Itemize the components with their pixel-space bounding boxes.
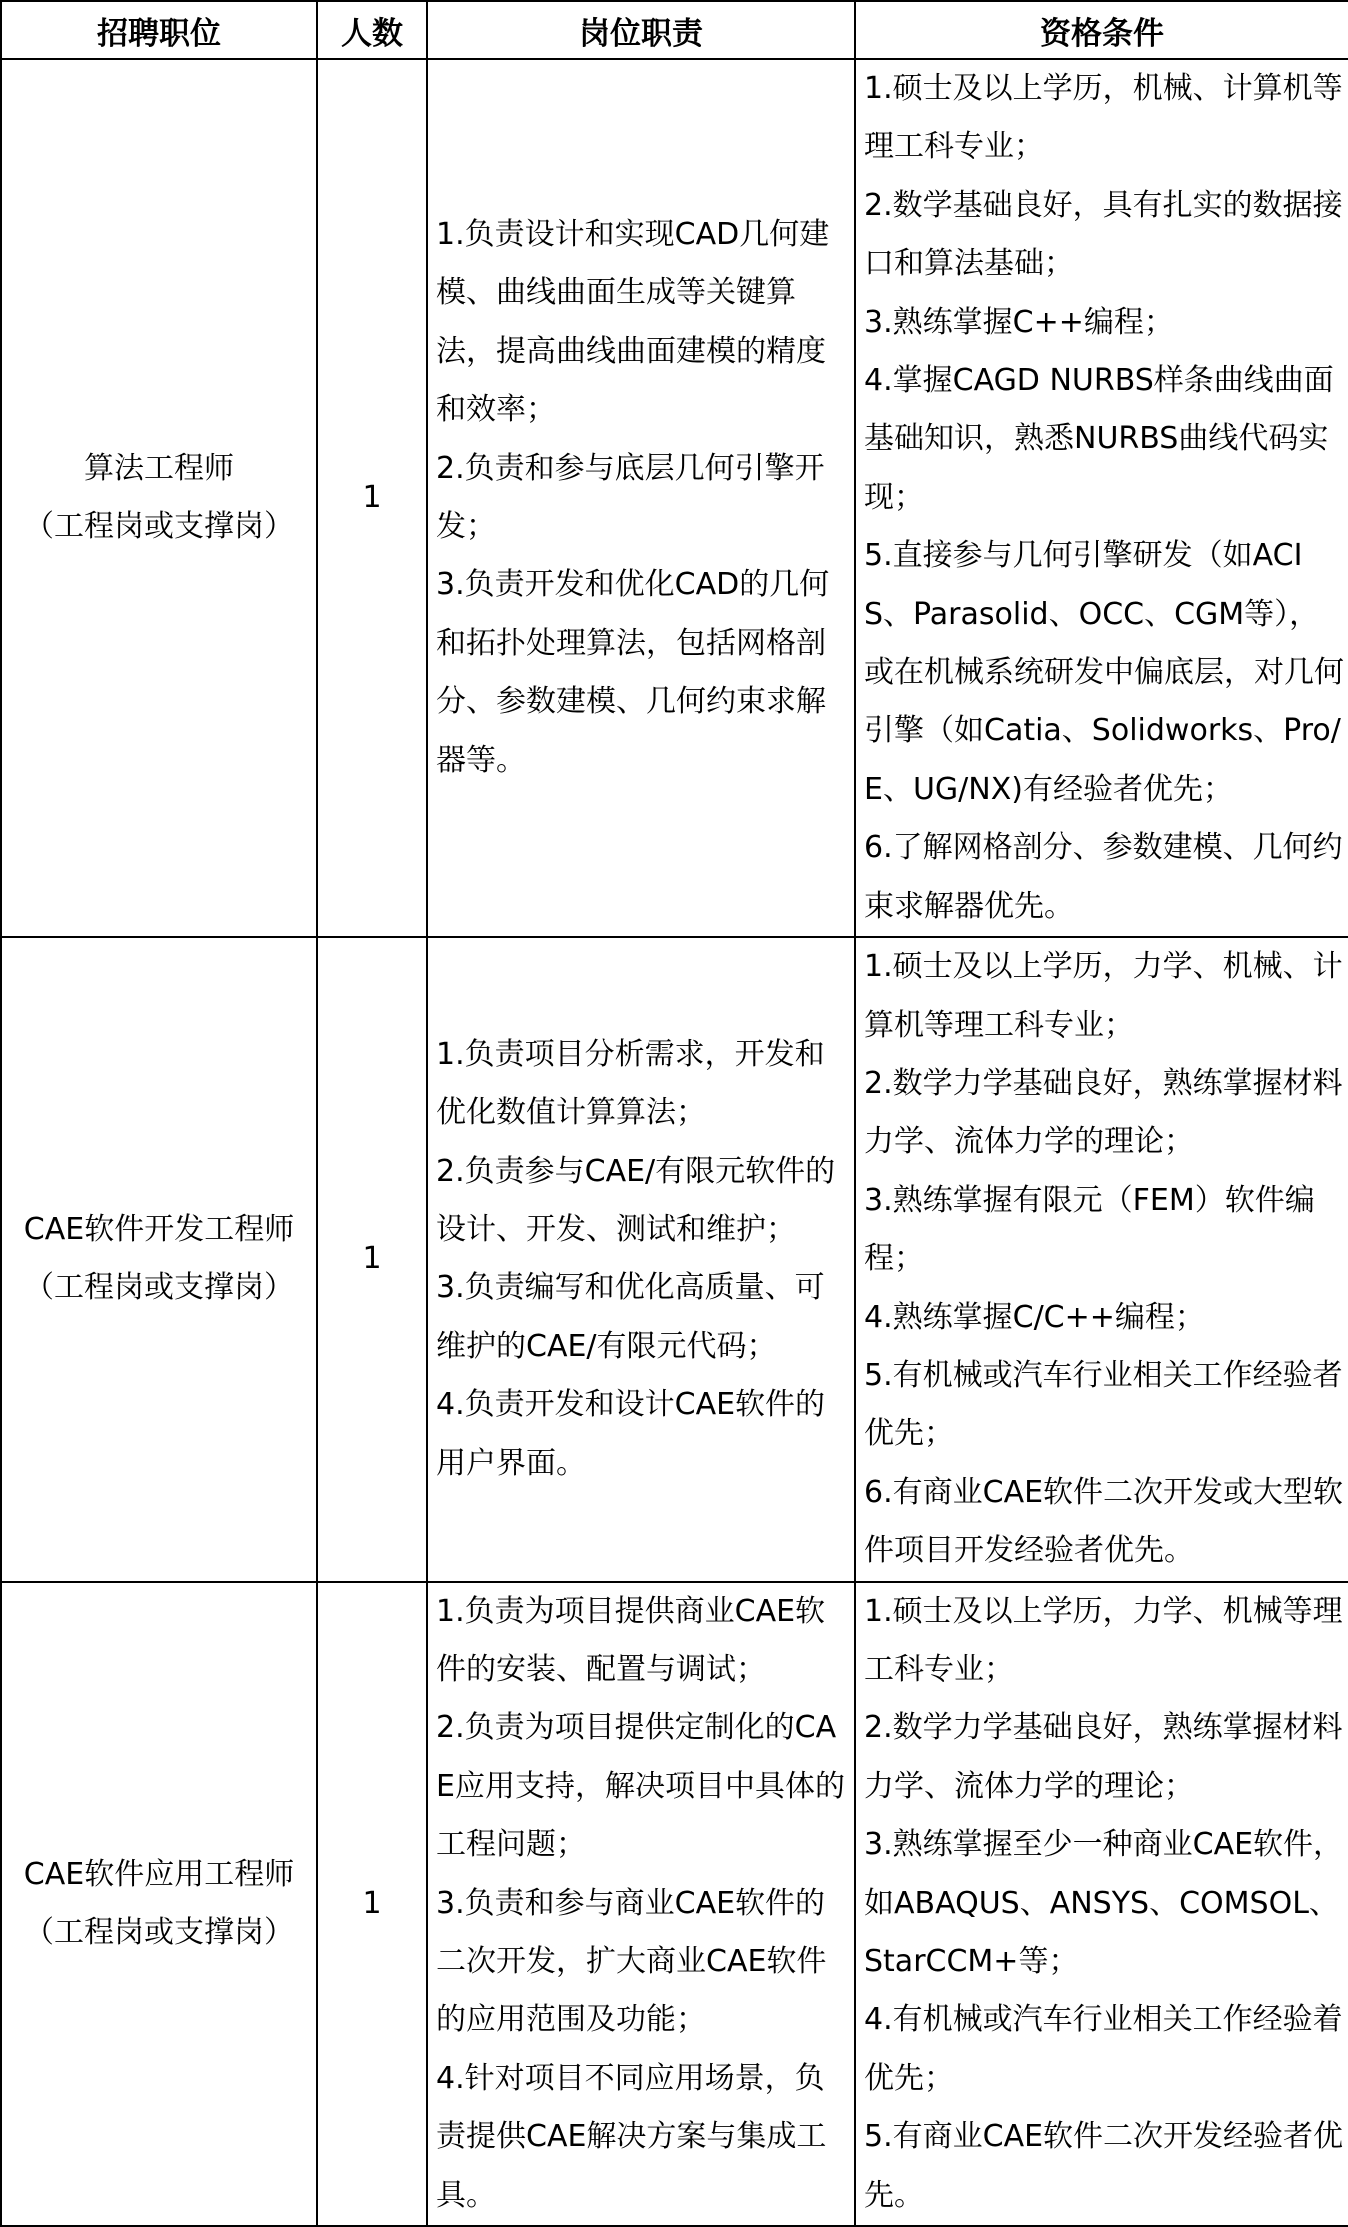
- duty-item: 1.负责设计和实现CAD几何建模、曲线曲面生成等关键算法，提高曲线曲面建模的精度和效率；: [436, 217, 830, 428]
- qualifications-cell: [855, 937, 1348, 1581]
- qualification-item: 3.熟练掌握C++编程；: [864, 304, 1174, 340]
- duty-item: 2.负责参与CAE/有限元软件的设计、开发、测试和维护；: [436, 1153, 836, 1247]
- header-row: [1, 1, 1348, 59]
- position-subtitle: （工程岗或支撑岗）: [24, 1270, 294, 1306]
- position-cell: [1, 1582, 317, 2226]
- header-position: 招聘职位: [1, 1, 317, 59]
- header-count: 人数: [317, 1, 427, 59]
- qualification-item: 4.有机械或汽车行业相关工作经验着优先；: [864, 2002, 1343, 2096]
- qualification-item: 4.掌握CAGD NURBS样条曲线曲面基础知识，熟悉NURBS曲线代码实现；: [864, 363, 1334, 515]
- duty-item: 1.负责为项目提供商业CAE软件的安装、配置与调试；: [436, 1593, 826, 1687]
- qualifications-cell: [855, 1582, 1348, 2226]
- qualification-item: 2.数学力学基础良好，熟练掌握材料力学、流体力学的理论；: [864, 1710, 1343, 1804]
- qualification-item: 6.有商业CAE软件二次开发或大型软件项目开发经验者优先。: [864, 1474, 1344, 1569]
- duty-item: 3.负责开发和优化CAD的几何和拓扑处理算法，包括网格剖分、参数建模、几何约束求解器等。: [436, 567, 830, 778]
- qualification-item: 1.硕士及以上学历，机械、计算机等理工科专业；: [864, 71, 1343, 165]
- table-row: [1, 59, 1348, 937]
- qualification-item: 5.有商业CAE软件二次开发经验者优先。: [864, 2119, 1344, 2213]
- qualification-item: 1.硕士及以上学历，力学、机械、计算机等理工科专业；: [864, 949, 1343, 1043]
- table-row: [1, 937, 1348, 1581]
- count-cell: 1: [317, 59, 427, 937]
- qualification-item: 1.硕士及以上学历，力学、机械等理工科专业；: [864, 1593, 1343, 1687]
- header-duties: 岗位职责: [427, 1, 855, 59]
- qualifications-cell: [855, 59, 1348, 937]
- position-cell: [1, 937, 317, 1581]
- duties-cell: [427, 59, 855, 937]
- duty-item: 4.针对项目不同应用场景，负责提供CAE解决方案与集成工具。: [436, 2060, 827, 2213]
- duty-item: 1.负责项目分析需求，开发和优化数值计算算法；: [436, 1036, 825, 1131]
- position-title: CAE软件应用工程师: [23, 1856, 295, 1892]
- qualification-item: 3.熟练掌握至少一种商业CAE软件，如ABAQUS、ANSYS、COMSOL、StarCCM+等；: [864, 1827, 1344, 1979]
- duties-cell: [427, 1582, 855, 2226]
- qualification-item: 6.了解网格剖分、参数建模、几何约束求解器优先。: [864, 830, 1343, 924]
- qualification-item: 2.数学基础良好，具有扎实的数据接口和算法基础；: [864, 187, 1343, 282]
- qualification-item: 5.有机械或汽车行业相关工作经验者优先；: [864, 1357, 1343, 1452]
- qualification-item: 3.熟练掌握有限元（FEM）软件编程；: [864, 1182, 1315, 1277]
- duty-item: 2.负责和参与底层几何引擎开发；: [436, 450, 825, 545]
- position-cell: [1, 59, 317, 937]
- position-title: CAE软件开发工程师: [23, 1212, 295, 1248]
- header-qualifications: 资格条件: [855, 1, 1348, 59]
- position-title: 算法工程师: [84, 451, 234, 487]
- position-subtitle: （工程岗或支撑岗）: [24, 509, 294, 545]
- count-cell: 1: [317, 1582, 427, 2226]
- duty-item: 3.负责和参与商业CAE软件的二次开发，扩大商业CAE软件的应用范围及功能；: [436, 1885, 827, 2038]
- qualification-item: 2.数学力学基础良好，熟练掌握材料力学、流体力学的理论；: [864, 1065, 1343, 1160]
- qualification-item: 4.熟练掌握C/C++编程；: [864, 1299, 1205, 1335]
- duty-item: 4.负责开发和设计CAE软件的用户界面。: [436, 1387, 826, 1481]
- qualification-item: 5.直接参与几何引擎研发（如ACIS、Parasolid、OCC、CGM等），或在机械系统研发中偏底层，对几何引擎（如Catia、Solidworks、Pro/E、UG/NX)有经验者优先；: [864, 538, 1344, 807]
- duties-cell: [427, 937, 855, 1581]
- duty-item: 2.负责为项目提供定制化的CAE应用支持，解决项目中具体的工程问题；: [436, 1710, 845, 1863]
- count-cell: 1: [317, 937, 427, 1581]
- position-subtitle: （工程岗或支撑岗）: [24, 1914, 294, 1950]
- table-row: [1, 1582, 1348, 2226]
- duty-item: 3.负责编写和优化高质量、可维护的CAE/有限元代码；: [436, 1270, 825, 1364]
